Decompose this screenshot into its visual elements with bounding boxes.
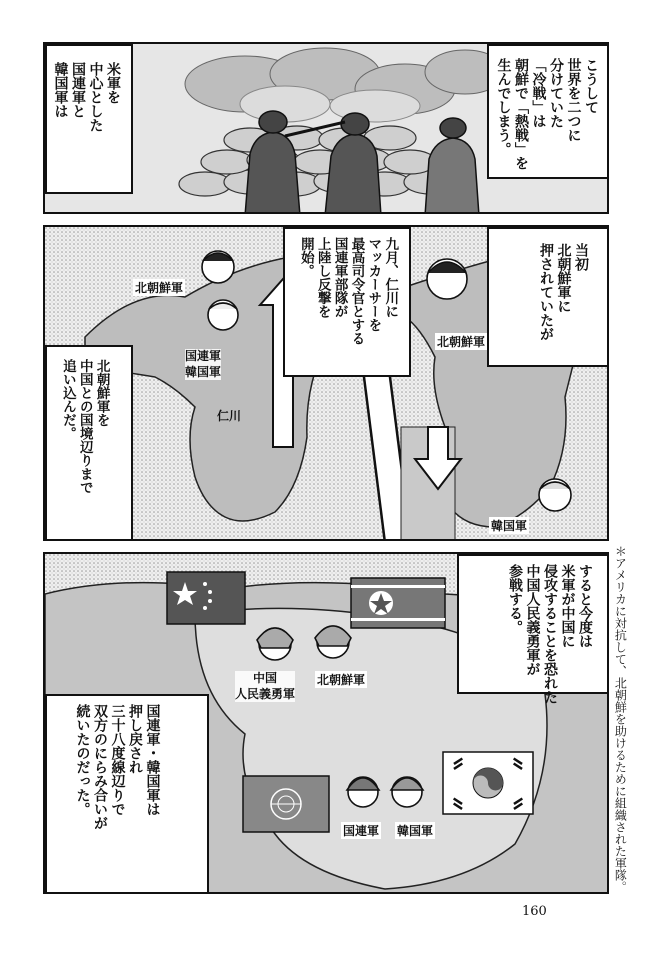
- label-un-army: 国連軍: [343, 824, 380, 838]
- caption-text-right: こうして 世界を二つに 分けていた 「冷戦」は 朝鮮で「熱戦」を 生んでしまう。: [495, 58, 599, 170]
- label-korea-army: 韓国軍: [397, 824, 434, 838]
- label-north-korea-army-left: 北朝鮮軍: [135, 281, 184, 295]
- china-flag-icon: [167, 572, 245, 624]
- page-number: 160: [522, 904, 547, 919]
- caption-text-left: 北朝鮮軍を 中国との国境辺りまで 追い込んだ。: [59, 359, 110, 494]
- panel-3: [43, 552, 609, 894]
- caption-text-right: すると今度は 米軍が中国に 侵攻することを恐れた 中国人民義勇軍が 参戦する。: [507, 564, 593, 704]
- caption-text-left: 米軍を 中心とした 国連軍と 韓国軍は: [52, 62, 121, 132]
- un-flag-icon: [243, 776, 329, 832]
- label-north-korea-army-right: 北朝鮮軍: [437, 335, 486, 349]
- label-chinese-volunteer-army: 中国 人民義勇軍: [235, 671, 296, 701]
- panel-1: [43, 42, 609, 214]
- north-korea-flag-icon: [351, 578, 445, 628]
- caption-text-center: 九月、仁川に マッカーサーを 最高司令官とする 国連軍部隊が 上陸し反撃を 開始。: [297, 237, 399, 345]
- south-korea-flag-icon: [443, 752, 533, 814]
- panel-2: [43, 225, 609, 541]
- caption-text-right: 当初 北朝鮮軍に 押されていたが: [538, 243, 589, 341]
- label-korea-army-right: 韓国軍: [491, 519, 528, 533]
- footnote: ＊アメリカに対抗して、北朝鮮を助けるために組織された軍隊。: [613, 545, 628, 893]
- label-un-korea-army-left: 国連軍 韓国軍: [185, 349, 222, 379]
- label-north-korea-army: 北朝鮮軍: [317, 673, 366, 687]
- caption-text-left: 国連軍・韓国軍は 押し戻され 三十八度線辺りで 双方のにらみ合いが 続いたのだった。: [74, 704, 161, 830]
- label-incheon: 仁川: [217, 409, 242, 423]
